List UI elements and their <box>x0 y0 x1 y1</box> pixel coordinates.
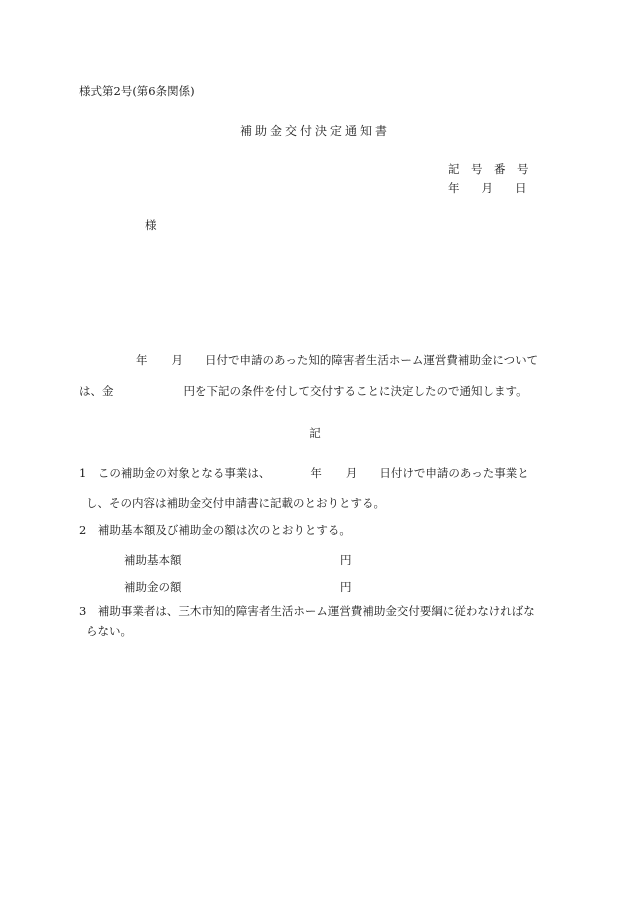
body-month-label: 月 <box>171 353 183 367</box>
condition-3-line-2: らない。 <box>86 624 132 638</box>
date-year-label: 年 <box>448 181 460 195</box>
base-amount-yen: 円 <box>340 553 352 567</box>
form-number: 様式第2号(第6条関係) <box>79 84 195 98</box>
addressee-honorific: 様 <box>145 218 157 232</box>
date-month-label: 月 <box>481 181 493 195</box>
amount-prefix: は、金 <box>79 384 114 398</box>
condition-2: 2 補助基本額及び補助金の額は次のとおりとする。 <box>79 523 351 537</box>
document-title: 補助金交付決定通知書 <box>239 124 390 138</box>
grant-amount-label: 補助金の額 <box>124 580 182 594</box>
body-line-1-text: 日付で申請のあった知的障害者生活ホーム運営費補助金について <box>205 353 539 367</box>
grant-amount-yen: 円 <box>340 580 352 594</box>
document-number-label: 記 号 番 号 <box>448 162 529 176</box>
condition-1-month-label: 月 <box>345 466 358 480</box>
condition-3-line-1: 3 補助事業者は、三木市知的障害者生活ホーム運営費補助金交付要綱に従わなければな <box>79 604 535 618</box>
condition-1-line-2: し、その内容は補助金交付申請書に記載のとおりとする。 <box>86 496 385 510</box>
body-year-label: 年 <box>136 353 148 367</box>
condition-1-year-label: 年 <box>310 466 322 480</box>
body-line-2 <box>79 384 528 398</box>
condition-1-line-1 <box>79 466 529 480</box>
base-amount-label: 補助基本額 <box>124 553 182 567</box>
document-date <box>448 181 527 195</box>
condition-1-rest: 日付けで申請のあった事業と <box>379 466 529 480</box>
body-line-1 <box>79 353 559 367</box>
condition-1-text: 1 この補助金の対象となる事業は、 <box>79 466 271 480</box>
ki-heading: 記 <box>309 426 321 440</box>
date-day-label: 日 <box>515 181 527 195</box>
body-line-2-text: 円を下記の条件を付して交付することに決定したので通知します。 <box>183 384 528 398</box>
